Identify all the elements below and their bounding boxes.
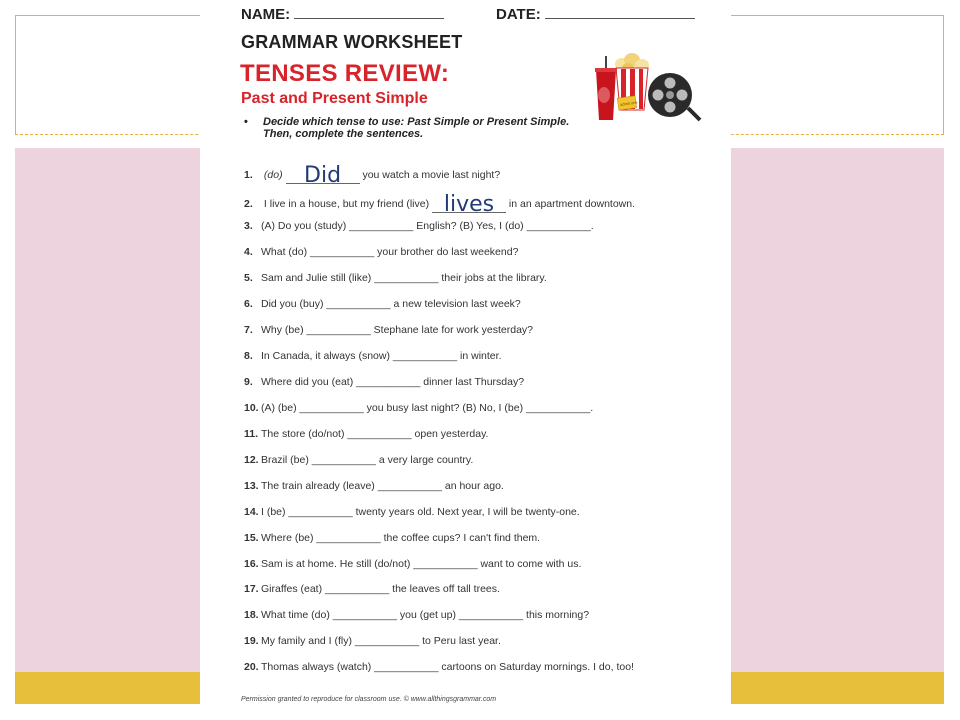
question-text: Where (be) ___________ the coffee cups? I can't find them. xyxy=(261,532,541,544)
question-text: What (do) ___________ your brother do last weekend? xyxy=(261,246,519,258)
question-text: (A) Do you (study) ___________ English? (B) Yes, I (do) ___________. xyxy=(261,220,594,232)
cinema-illustration xyxy=(592,50,702,125)
question-number: 11. xyxy=(244,428,259,440)
question-number: 7. xyxy=(244,324,253,336)
question-number: 9. xyxy=(244,376,253,388)
question-number: 2. xyxy=(244,198,253,210)
question-text: Where did you (eat) ___________ dinner last Thursday? xyxy=(261,376,525,388)
question-1 xyxy=(244,163,501,188)
answer-blank[interactable] xyxy=(286,163,360,188)
question-number: 16. xyxy=(244,558,259,570)
question-prompt: (do) xyxy=(263,169,283,181)
date-label: DATE: xyxy=(496,6,541,23)
question-text: Sam is at home. He still (do/not) ___________ want to come with us. xyxy=(261,558,582,570)
question-16 xyxy=(244,556,581,572)
question-20 xyxy=(244,659,634,675)
ticket-text: admit one xyxy=(619,99,638,107)
question-11 xyxy=(244,426,488,442)
question-text: The train already (leave) ___________ an hour ago. xyxy=(261,480,504,492)
instructions-line-1: Decide which tense to use: Past Simple or Present Simple. xyxy=(263,116,570,128)
worksheet-title: GRAMMAR WORKSHEET xyxy=(241,32,463,52)
name-label: NAME: xyxy=(241,6,291,23)
question-number: 12. xyxy=(244,454,259,466)
worksheet-subtopic: Past and Present Simple xyxy=(241,90,428,107)
question-number: 18. xyxy=(244,609,259,621)
question-number: 19. xyxy=(244,635,259,647)
question-8 xyxy=(244,348,501,364)
question-text: Did you (buy) ___________ a new television last week? xyxy=(261,298,521,310)
soda-cup-icon xyxy=(595,56,617,120)
question-text: Sam and Julie still (like) ___________ their jobs at the library. xyxy=(261,272,547,284)
question-number: 4. xyxy=(244,246,253,258)
question-7 xyxy=(244,322,533,338)
question-18 xyxy=(244,607,589,623)
answer-blank[interactable] xyxy=(432,192,506,217)
worksheet-page xyxy=(200,0,731,720)
question-15 xyxy=(244,530,540,546)
question-number: 17. xyxy=(244,583,259,595)
question-number: 14. xyxy=(244,506,259,518)
footer-permission: Permission granted to reproduce for classroom use. © www.allthingsgrammar.com xyxy=(241,696,497,703)
handwritten-answer: Did xyxy=(304,163,342,188)
question-3 xyxy=(244,218,594,234)
question-text: Why (be) ___________ Stephane late for work yesterday? xyxy=(261,324,534,336)
date-field xyxy=(496,6,695,23)
question-text: What time (do) ___________ you (get up) ___________ this morning? xyxy=(261,609,590,621)
question-text: you watch a movie last night? xyxy=(362,169,501,181)
question-6 xyxy=(244,296,521,312)
question-14 xyxy=(244,504,580,520)
film-reel-icon xyxy=(648,73,700,120)
question-number: 8. xyxy=(244,350,253,362)
question-text: (A) (be) ___________ you busy last night? (B) No, I (be) ___________. xyxy=(261,402,594,414)
question-13 xyxy=(244,478,504,494)
question-number: 5. xyxy=(244,272,253,284)
question-text: Brazil (be) ___________ a very large country. xyxy=(261,454,474,466)
date-line xyxy=(545,6,695,19)
question-number: 6. xyxy=(244,298,253,310)
name-field xyxy=(241,6,444,23)
question-number: 10. xyxy=(244,402,259,414)
question-12 xyxy=(244,452,473,468)
question-number: 15. xyxy=(244,532,259,544)
question-10 xyxy=(244,400,593,416)
question-2 xyxy=(244,192,635,217)
instructions-bullet: • xyxy=(244,116,248,128)
question-text: Giraffes (eat) ___________ the leaves off tall trees. xyxy=(261,583,500,595)
worksheet-topic: TENSES REVIEW: xyxy=(240,60,450,87)
question-number: 20. xyxy=(244,661,259,673)
question-19 xyxy=(244,633,501,649)
question-number: 1. xyxy=(244,169,253,181)
instructions-line-2: Then, complete the sentences. xyxy=(263,128,424,140)
question-text: My family and I (fly) ___________ to Peru last year. xyxy=(261,635,501,647)
question-9 xyxy=(244,374,524,390)
question-number: 3. xyxy=(244,220,253,232)
question-number: 13. xyxy=(244,480,259,492)
question-text: Thomas always (watch) ___________ cartoons on Saturday mornings. I do, too! xyxy=(261,661,634,673)
question-text: in an apartment downtown. xyxy=(508,198,635,210)
question-text: The store (do/not) ___________ open yesterday. xyxy=(261,428,489,440)
question-4 xyxy=(244,244,518,260)
handwritten-answer: lives xyxy=(443,192,495,217)
question-prompt: I live in a house, but my friend (live) xyxy=(263,198,430,210)
question-17 xyxy=(244,581,500,597)
name-line xyxy=(294,6,444,19)
question-text: I (be) ___________ twenty years old. Next year, I will be twenty-one. xyxy=(261,506,580,518)
ticket-icon xyxy=(617,96,638,110)
question-5 xyxy=(244,270,547,286)
question-text: In Canada, it always (snow) ___________ in winter. xyxy=(261,350,502,362)
